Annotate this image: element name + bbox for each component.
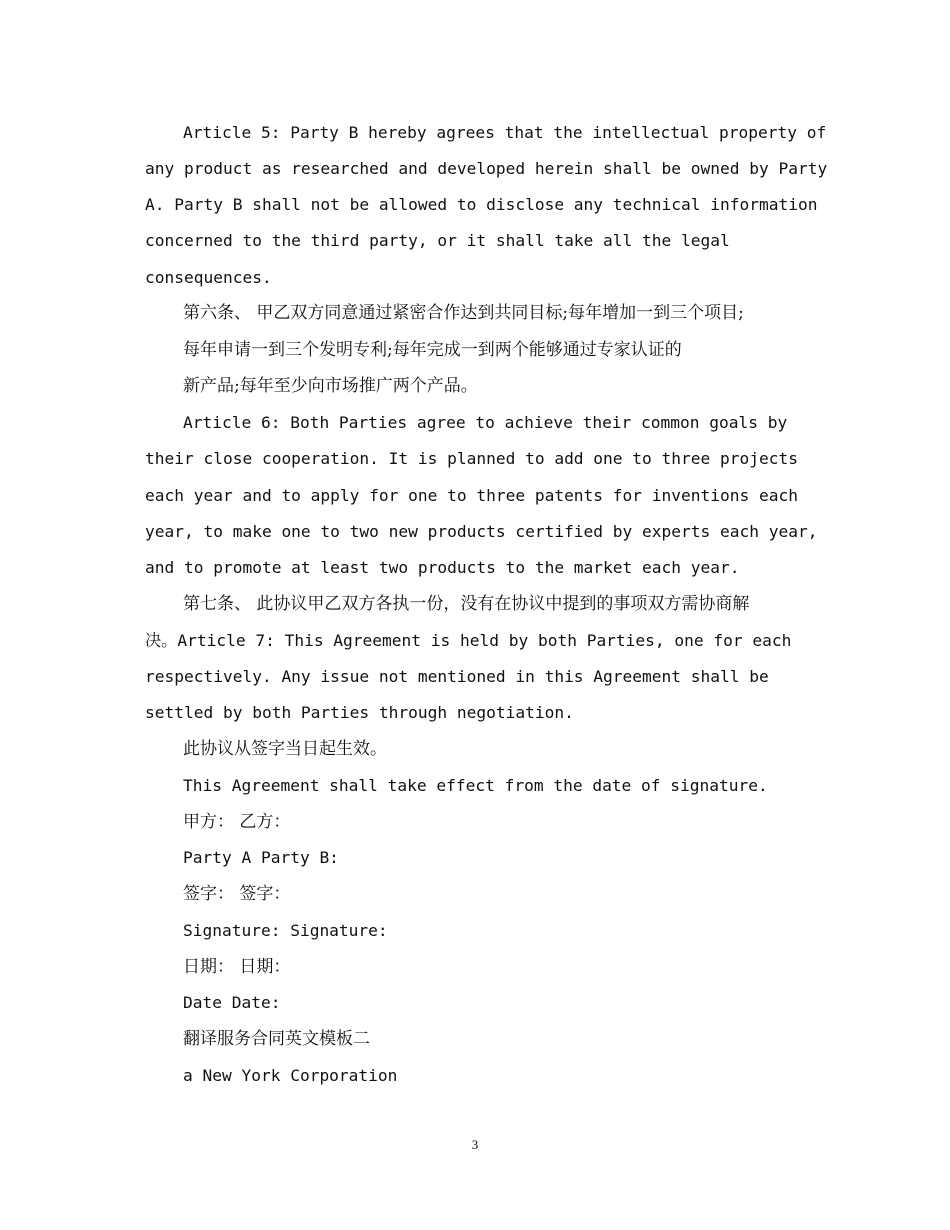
text-line: consequences. (145, 268, 272, 287)
page-number: 3 (471, 1137, 479, 1152)
text-line: 此协议从签字当日起生效。 (183, 739, 387, 759)
text-line: each year and to apply for one to three patents for inventions each (145, 486, 798, 505)
text-line: 签字： 签字： (183, 884, 291, 904)
text-line: 新产品;每年至少向市场推广两个产品。 (183, 376, 478, 396)
text-line: respectively. Any issue not mentioned in this Agreement shall be (145, 667, 769, 686)
text-line: 第七条、 此协议甲乙双方各执一份，没有在协议中提到的事项双方需协商解 (183, 594, 750, 614)
text-line: Signature: Signature: (183, 921, 388, 940)
text-line: 甲方： 乙方： (183, 812, 291, 832)
text-line: Date Date: (183, 993, 281, 1012)
text-line: year, to make one to two new products certified by experts each year, (145, 522, 818, 541)
text-line: a New York Corporation (183, 1066, 398, 1085)
text-line: and to promote at least two products to the market each year. (145, 558, 740, 577)
text-line: Party A Party B: (183, 848, 339, 867)
text-line: settled by both Parties through negotiation. (145, 703, 574, 722)
text-line: 第六条、 甲乙双方同意通过紧密合作达到共同目标;每年增加一到三个项目; (183, 303, 744, 323)
text-line: their close cooperation. It is planned to add one to three projects (145, 449, 798, 468)
text-line: 每年申请一到三个发明专利;每年完成一到两个能够通过专家认证的 (183, 340, 682, 360)
text-line: This Agreement shall take effect from the date of signature. (183, 776, 768, 795)
text-line: A. Party B shall not be allowed to disclose any technical information (145, 195, 818, 214)
text-line: 日期： 日期： (183, 957, 291, 977)
text-line: 翻译服务合同英文模板二 (183, 1029, 370, 1049)
text-line: Article 6: Both Parties agree to achieve their common goals by (183, 413, 788, 432)
text-line: concerned to the third party, or it shall take all the legal (145, 231, 730, 250)
text-line: Article 5: Party B hereby agrees that the intellectual property of (183, 123, 827, 142)
text-line: 决。Article 7: This Agreement is held by both Parties, one for each (145, 631, 792, 650)
text-line: any product as researched and developed herein shall be owned by Party (145, 159, 828, 178)
